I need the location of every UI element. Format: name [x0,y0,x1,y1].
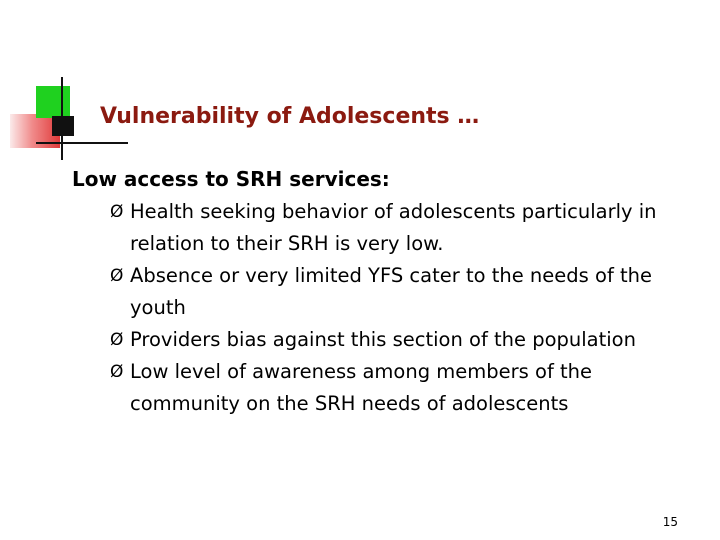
bullet-text: Absence or very limited YFS cater to the needs of the youth [130,264,653,319]
arrow-bullet-icon: Ø [110,202,124,222]
horizontal-line [36,142,128,144]
list-item [110,260,692,324]
slide-body [72,166,692,420]
bullet-text: Health seeking behavior of adolescents particularly in relation to their SRH is very low. [130,200,657,255]
arrow-bullet-icon: Ø [110,266,124,286]
green-block [36,86,70,118]
vertical-line [61,77,63,160]
arrow-bullet-icon: Ø [110,330,124,350]
lead-text: Low access to SRH services: [72,167,390,191]
page-number: 15 [662,515,678,529]
list-item [110,196,692,260]
list-item [110,356,692,420]
bullet-text: Providers bias against this section of the population [130,328,636,351]
black-block [52,116,74,136]
list-item [110,324,692,356]
bullet-list [72,196,692,420]
bullet-text: Low level of awareness among members of the community on the SRH needs of adolescents [130,360,593,415]
arrow-bullet-icon: Ø [110,362,124,382]
slide-title: Vulnerability of Adolescents … [100,104,480,129]
